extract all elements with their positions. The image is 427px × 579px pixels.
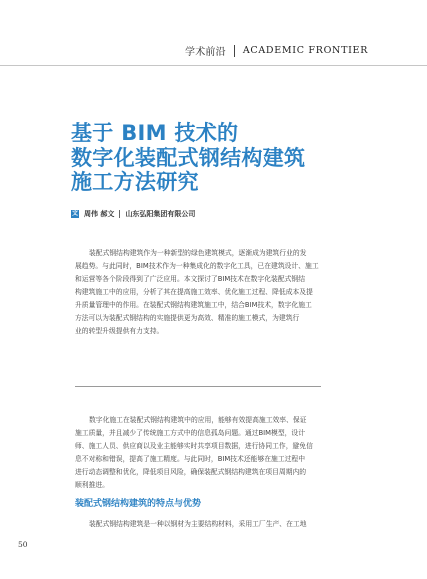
- title-line: 施工方法研究: [71, 170, 199, 194]
- header-divider: [234, 45, 235, 57]
- abstract-line: 装配式钢结构建筑作为一种新型的绿色建筑模式，逐渐成为建筑行业的发: [89, 249, 307, 257]
- section-divider: [75, 386, 321, 387]
- article-title: [71, 121, 411, 195]
- section-label-en: ACADEMIC FRONTIER: [242, 45, 369, 56]
- abstract-line: 构建筑施工中的应用，分析了其在提高施工效率、优化施工过程、降低成本及提: [75, 288, 313, 296]
- author-mark: 文: [71, 210, 78, 217]
- abstract: [75, 247, 321, 338]
- authors: 周伟 郝文: [84, 210, 115, 218]
- abstract-line: 升质量管理中的作用。在装配式钢结构建筑施工中，结合BIM技术，数字化施工: [75, 301, 312, 309]
- affiliation: 山东弘阳集团有限公司: [125, 210, 196, 218]
- abstract-line: 展趋势。与此同时，BIM技术作为一种集成化的数字化工具，已在建筑设计、施工: [75, 262, 319, 270]
- abstract-line: 方法可以为装配式钢结构的实施提供更为高效、精准的施工模式，为建筑行: [75, 314, 300, 322]
- abstract-line: 和运营等各个阶段得到了广泛应用。本文探讨了BIM技术在数字化装配式钢结: [75, 275, 306, 283]
- journal-header: [185, 43, 411, 58]
- abstract-line: 业的转型升级提供有力支持。: [75, 327, 164, 335]
- section-paragraph: [75, 518, 321, 531]
- header-rule: [0, 65, 427, 66]
- title-line: 数字化装配式钢结构建筑: [71, 145, 306, 170]
- body-paragraph: [75, 414, 321, 492]
- body-line: 顺利推进。: [75, 481, 109, 489]
- body-line: 息不对称和错误，提高了施工精度。与此同时，BIM技术还能够在施工过程中: [75, 455, 306, 463]
- page-number: 50: [18, 540, 28, 549]
- body-line: 数字化施工在装配式钢结构建筑中的应用，能够有效提高施工效率、保证: [89, 416, 307, 424]
- byline: [71, 209, 195, 219]
- section-heading: 装配式钢结构建筑的特点与优势: [75, 499, 202, 509]
- section-label-cn: 学术前沿: [185, 47, 226, 58]
- body-line: 师、施工人员、供应商以及业主能够实时共享项目数据，进行协同工作，避免信: [75, 442, 313, 450]
- body-line: 装配式钢结构建筑是一种以钢材为主要结构材料，采用工厂生产、在工地: [89, 520, 307, 528]
- byline-divider: [119, 210, 120, 218]
- body-line: 进行动态调整和优化，降低项目风险，确保装配式钢结构建筑在项目周期内的: [75, 468, 307, 476]
- body-line: 施工质量，并且减少了传统施工方式中的信息孤岛问题。通过BIM模型，设计: [75, 429, 306, 437]
- title-line: 基于 BIM 技术的: [71, 121, 239, 145]
